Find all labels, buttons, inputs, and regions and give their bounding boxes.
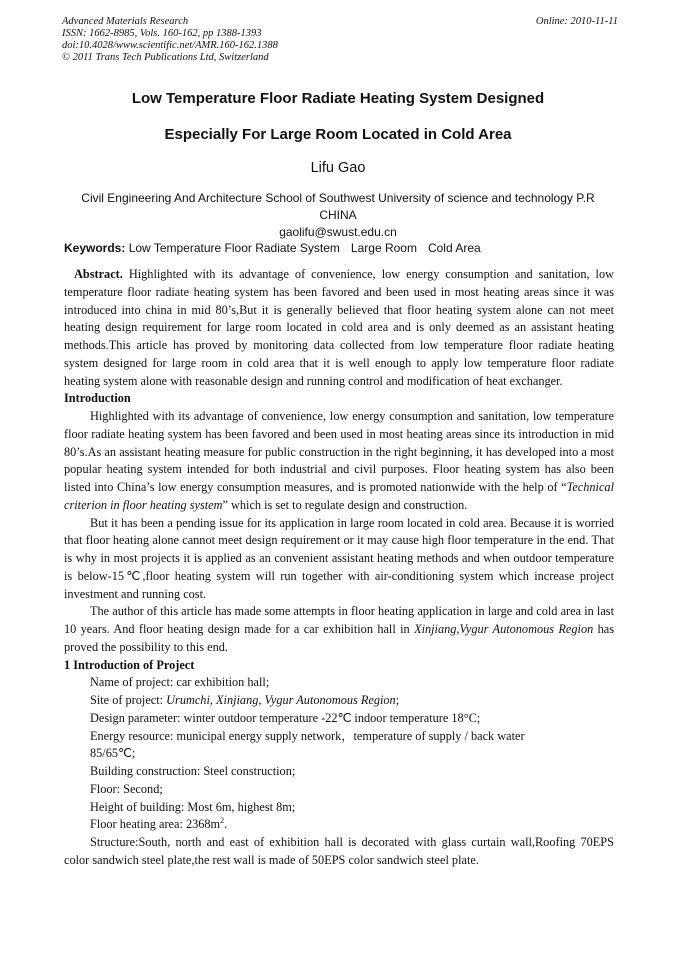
introduction-paragraph-1 (64, 408, 614, 515)
energy-resource (64, 728, 614, 764)
building-height: Height of building: Most 6m, highest 8m; (90, 799, 296, 814)
introduction-paragraph-2: But it has been a pending issue for its application in large room located in cold area. Because it is worried that floor heating alone cannot meet design requirement or it may cause high floor temperature in the end. That is why in most projects it is applied as an convenient assistant heating methods and when outdoor temperature is below-15℃,floor heating system will run together with air-conditioning system which increase project investment and running cost. (64, 515, 614, 601)
keyword-item: Large Room (350, 241, 417, 255)
floor-count: Floor: Second; (90, 781, 163, 796)
superscript: 2 (220, 816, 225, 826)
doi-line: doi:10.4028/www.scientific.net/AMR.160-162.1388 (62, 40, 278, 51)
paper-body (64, 266, 614, 870)
text-run: Energy resource: municipal energy supply network，temperature of supply / back water (90, 728, 525, 743)
keywords-label: Keywords: (64, 241, 126, 255)
text-run: ; (395, 693, 400, 707)
paper-title-line-2: Especially For Large Room Located in Cold Area (164, 126, 512, 143)
project-site (64, 692, 614, 710)
text-run: Site of project: (90, 693, 167, 707)
journal-name: Advanced Materials Research (62, 16, 189, 27)
text-run: The author of this article has made some attempts in floor heating application in large and cold area in last 10 years. And floor heating design made for a car exhibition hall in (64, 604, 614, 636)
affiliation-line-1: Civil Engineering And Architecture School of Southwest University of science and technology P.R (81, 191, 595, 205)
author-name: Lifu Gao (310, 160, 366, 176)
text-run: ” which is set to regulate design and construction. (222, 497, 468, 512)
text-run: . (224, 817, 228, 832)
abstract-text: Highlighted with its advantage of convenience, low energy consumption and sanitation, low temperature floor radiate heating system has been favored and been used in most heating areas since it was introduced into china in mid 80’s,But it is generally believed that floor heating system alone can not meet heating design requirement for large room located in cold area and is only deemed as an assistant heating methods.This article has proved by monitoring data collected from low temperature floor radiate heating system designed for large room in cold area that it is well enough to apply low temperature floor radiate heating system alone with reasonable design and running control and modification of heat exchanger. (64, 267, 614, 388)
author-email: gaolifu@swust.edu.cn (279, 225, 397, 239)
building-construction: Building construction: Steel construction; (90, 764, 296, 778)
keyword-item: Low Temperature Floor Radiate System (128, 241, 340, 255)
introduction-paragraph-3 (64, 603, 614, 656)
text-run: 85/65℃; (90, 746, 136, 761)
text-run: Floor heating area: 2368m (90, 817, 221, 832)
criterion-title: Technical criterion in floor heating system (64, 480, 614, 512)
section-1-heading: 1 Introduction of Project (64, 657, 195, 672)
paper-title-line-1: Low Temperature Floor Radiate Heating System Designed (131, 90, 545, 107)
affiliation-line-2: CHINA (319, 208, 357, 222)
keyword-item: Cold Area (427, 241, 481, 255)
abstract-paragraph (64, 266, 614, 390)
text-run: Highlighted with its advantage of convenience, low energy consumption and sanitation, low temperature floor radiate heating system has been favored and been used in most heating areas since its introduction in mid 80’s.As an assistant heating measure for public construction in the right beginning, it has developed into a most popular heating system intended for both industrial and civil purposes. Floor heating system has also been listed into China’s low energy consumption measures, and is promoted nationwide with the help of “ (64, 409, 614, 494)
region-name: Xinjiang,Vygur Autonomous Region (414, 622, 594, 636)
online-date: Online: 2010-11-11 (535, 16, 618, 27)
heating-area (64, 816, 614, 834)
issn-line: ISSN: 1662-8985, Vols. 160-162, pp 1388-1393 (62, 28, 262, 39)
abstract-label: Abstract. (74, 267, 123, 281)
introduction-heading: Introduction (64, 391, 131, 406)
copyright-line: © 2011 Trans Tech Publications Ltd, Switzerland (62, 52, 269, 63)
site-value: Urumchi, Xinjiang, Vygur Autonomous Region (166, 693, 396, 707)
keywords-line (64, 241, 616, 255)
project-name: Name of project: car exhibition hall; (90, 675, 270, 690)
text-run: has proved the possibility to this end. (64, 622, 615, 654)
structure-paragraph: Structure:South, north and east of exhibition hall is decorated with glass curtain wall,Roofing 70EPS color sandwich steel plate,the rest wall is made of 50EPS color sandwich steel plate. (64, 835, 614, 867)
affiliation-block (62, 190, 614, 241)
design-parameter: Design parameter: winter outdoor temperature -22℃ indoor temperature 18°C; (90, 710, 481, 725)
journal-header (62, 16, 618, 64)
